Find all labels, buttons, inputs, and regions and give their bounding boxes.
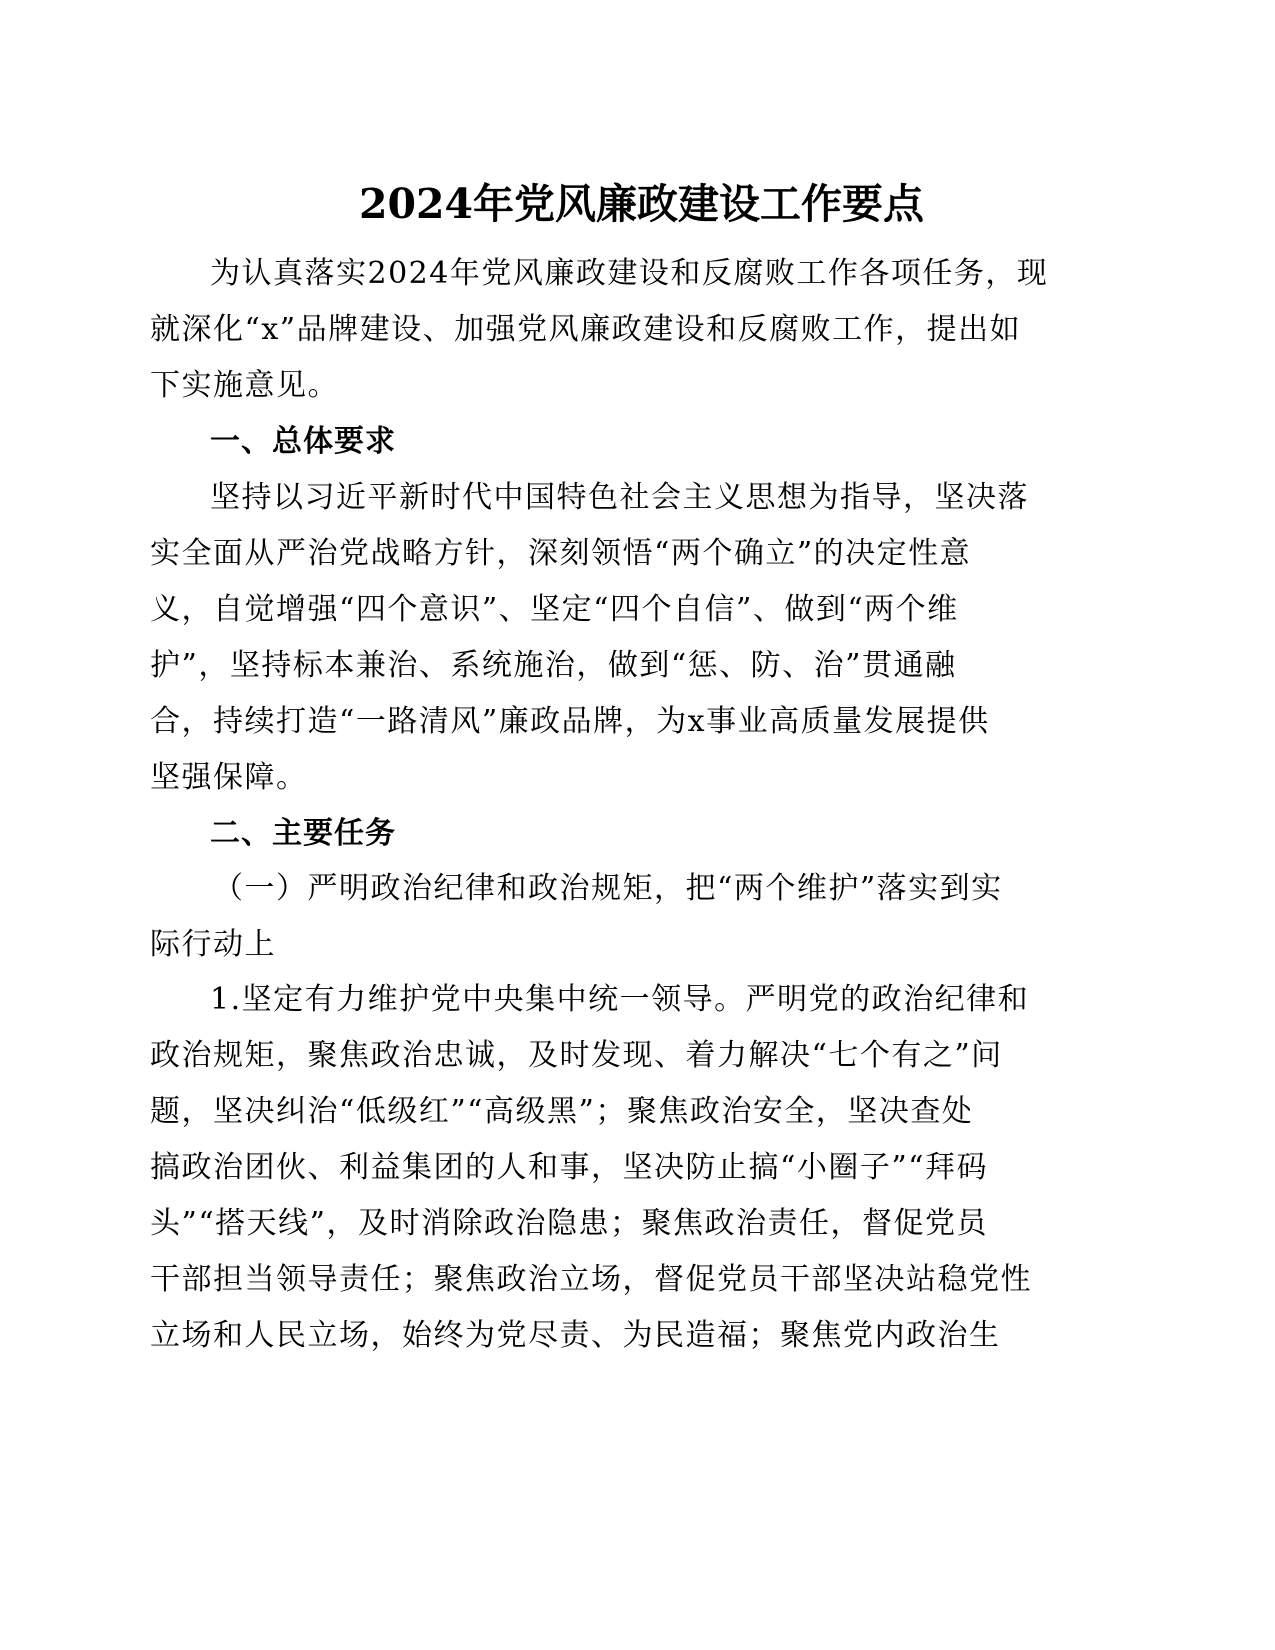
subsection-1-heading-line-2: 际行动上	[150, 927, 276, 962]
section-1-heading: 一、总体要求	[210, 424, 396, 459]
item-1-line-5: 头”“搭天线”，及时消除政治隐患；聚焦政治责任，督促党员	[150, 1206, 989, 1241]
item-1-line-1: 1.坚定有力维护党中央集中统一领导。严明党的政治纪律和	[210, 982, 1030, 1017]
section-1-line-3: 义，自觉增强“四个意识”、坚定“四个自信”、做到“两个维	[150, 592, 959, 627]
intro-line-3: 下实施意见。	[150, 368, 339, 403]
subsection-1-heading-line-1: （一）严明政治纪律和政治规矩，把“两个维护”落实到实	[213, 871, 1003, 906]
item-1-line-3: 题，坚决纠治“低级红”“高级黑”；聚焦政治安全，坚决查处	[150, 1094, 974, 1129]
item-1-line-2: 政治规矩，聚焦政治忠诚，及时发现、着力解决“七个有之”问	[150, 1038, 1003, 1073]
section-1-line-1: 坚持以习近平新时代中国特色社会主义思想为指导，坚决落	[210, 480, 1029, 515]
section-1-line-4: 护”，坚持标本兼治、系统施治，做到“惩、防、治”贯通融	[150, 648, 957, 683]
item-1-line-6: 干部担当领导责任；聚焦政治立场，督促党员干部坚决站稳党性	[150, 1262, 1032, 1297]
item-1-line-4: 搞政治团伙、利益集团的人和事，坚决防止搞“小圈子”“拜码	[150, 1150, 989, 1185]
intro-line-1: 为认真落实2024年党风廉政建设和反腐败工作各项任务，现	[210, 256, 1049, 291]
section-1-line-5: 合，持续打造“一路清风”廉政品牌，为x事业高质量发展提供	[150, 704, 990, 739]
section-1-line-2: 实全面从严治党战略方针，深刻领悟“两个确立”的决定性意	[150, 536, 972, 571]
intro-line-2: 就深化“x”品牌建设、加强党风廉政建设和反腐败工作，提出如	[150, 312, 1022, 347]
item-1-line-7: 立场和人民立场，始终为党尽责、为民造福；聚焦党内政治生	[150, 1318, 1001, 1353]
document-title: 2024年党风廉政建设工作要点	[358, 180, 925, 228]
section-2-heading: 二、主要任务	[210, 816, 396, 851]
section-1-line-6: 坚强保障。	[150, 760, 308, 795]
